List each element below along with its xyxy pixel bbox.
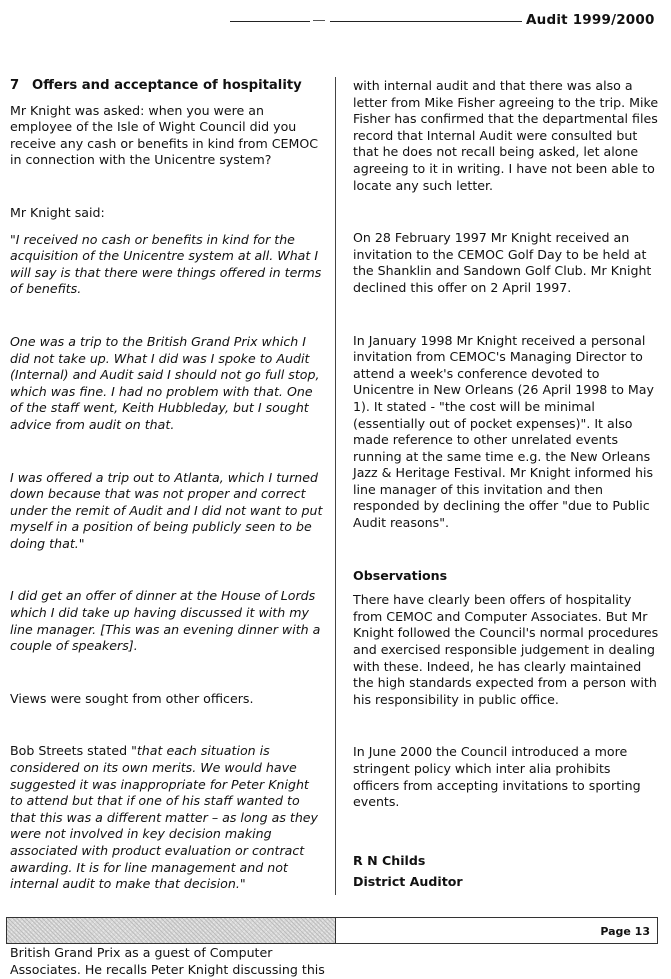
bob-streets-quote: "that each situation is considered on its own merits. We would have suggested it was inappropriate for Peter Knight to attend but that if one of his staff wanted to that this was a different matter – as long as they were not involved in key decision making associated with product evaluation or contract awarding. It is for line management and not internal audit to make that decision." [10,743,318,892]
header-rule [230,21,310,22]
bob-streets-paragraph [10,743,325,892]
quote-paragraph-3: I was offered a trip out to Atlanta, which I turned down because that was not proper and correct under the remit of Audit and I did not want to put myself in a position of being publicly seen to be doing that." [10,469,323,551]
left-column [10,78,325,979]
observations-heading: Observations [353,567,448,583]
quote-paragraph-1: "I received no cash or benefits in kind for the acquisition of the Unicentre system at all. What I will say is that there were things offered in terms of benefits. [10,231,322,297]
continuation-paragraph: with internal audit and that there was also a letter from Mike Fisher agreeing to the trip. Mike Fisher has confirmed that the departmental files record that Internal Audit were consulted but that he does not recall being asked, let alone agreeing to it in writing. I have not been able to locate any such letter. [353,78,659,193]
section-heading [10,78,325,95]
observations-paragraph: There have clearly been offers of hospitality from CEMOC and Computer Associates. But Mr Knight followed the Council's normal procedures and exercised responsible judgement in dealing with these. Indeed, he has clearly maintained the high standards expected from a person with his responsibility in public office. [353,592,659,707]
column-divider [335,77,336,895]
bob-streets-lead: Bob Streets stated [10,743,132,759]
signatory-name: R N Childs [353,853,426,868]
running-header-title: Audit 1999/2000 [526,12,655,28]
footer-texture [7,918,336,943]
views-paragraph: Views were sought from other officers. [10,690,254,706]
section-title: Offers and acceptance of hospitality [32,78,302,93]
policy-paragraph: In June 2000 the Council introduced a more stringent policy which inter alia prohibits officers from accepting invitations to sporting events. [353,744,641,810]
header-rule [330,21,522,22]
hubbleday-paragraph: British Grand Prix as a guest of Computer Associates. He recalls Peter Knight discussing this [10,945,325,977]
quote-paragraph-4: I did get an offer of dinner at the House of Lords which I did take up having discussed it with my line manager. [This was an evening dinner with a couple of speakers]. [10,588,321,654]
page-number: Page 13 [600,925,650,938]
question-paragraph: Mr Knight was asked: when you were an employee of the Isle of Wight Council did you receive any cash or benefits in kind from CEMOC in connection with the Unicentre system? [10,102,319,168]
new-orleans-paragraph: In January 1998 Mr Knight received a personal invitation from CEMOC's Managing Director to attend a week's conference devoted to Unicentre in New Orleans (26 April 1998 to May 1). It stated - "the cost will be minimal (essentially out of pocket expenses)". It also made reference to other unrelated events running at the same time e.g. the New Orleans Jazz & Heritage Festival. Mr Knight informed his line manager of this invitation and then responded by declining the offer "due to Public Audit reasons". [353,332,654,531]
section-number: 7 [10,78,20,93]
header-rule-mark [313,20,325,21]
statement-intro: Mr Knight said: [10,204,105,220]
golf-day-paragraph: On 28 February 1997 Mr Knight received an invitation to the CEMOC Golf Day to be held at the Shanklin and Sandown Golf Club. Mr Knight declined this offer on 2 April 1997. [353,230,652,295]
right-column [353,78,659,811]
quote-paragraph-2: One was a trip to the British Grand Prix which I did not take up. What I did was I spoke to Audit (Internal) and Audit said I should not go full stop, which was fine. I had no problem with that. One of the staff went, Keith Hubbleday, but I sought advice from audit on that. [10,333,320,432]
signatory-title: District Auditor [353,874,463,889]
page-footer [6,917,658,944]
